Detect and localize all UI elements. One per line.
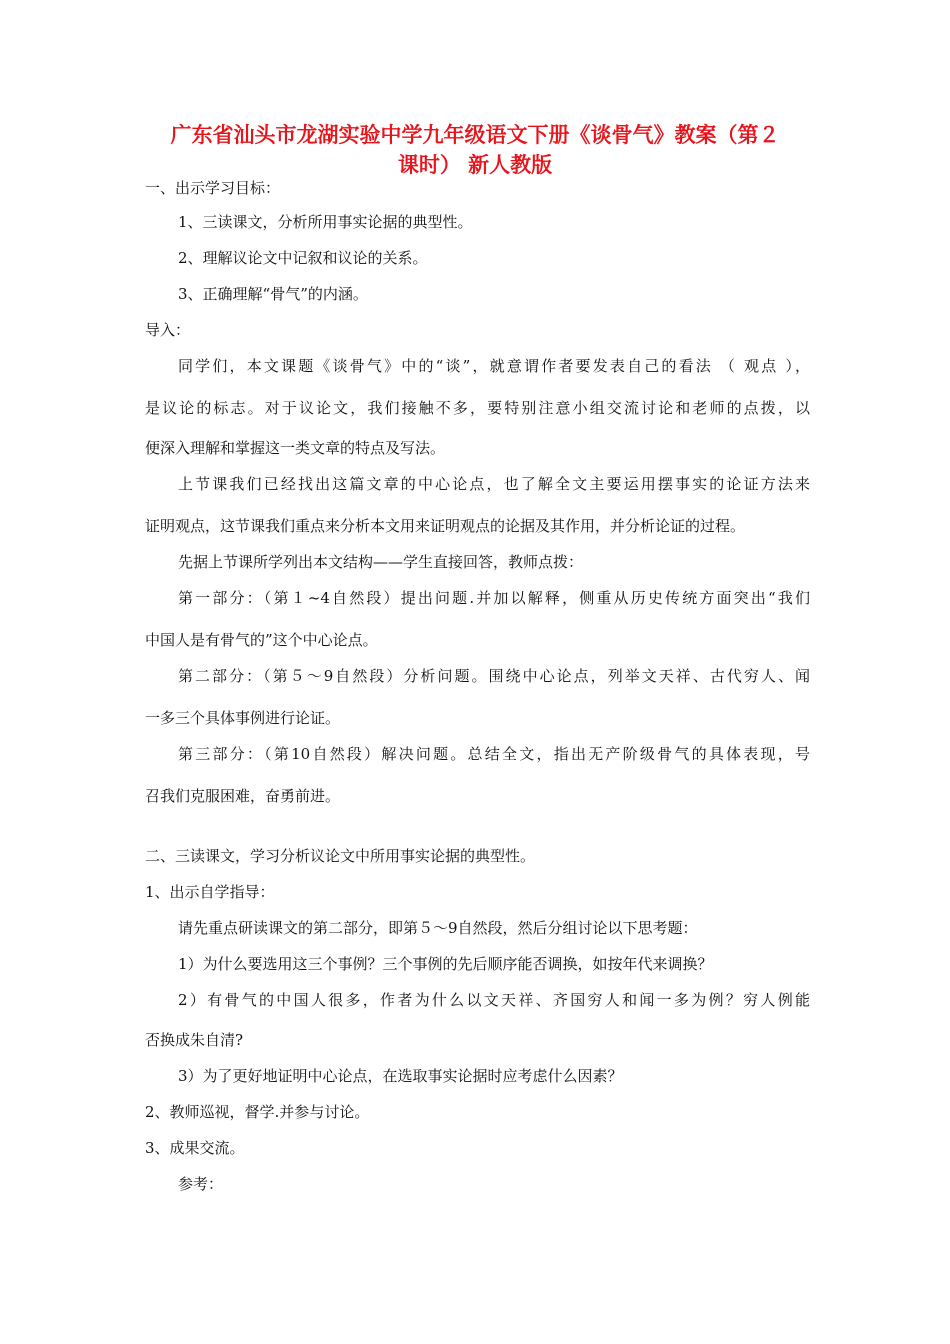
section1-heading: 一、出示学习目标： bbox=[145, 179, 281, 197]
document-title-line-2: 课时） 新人教版 bbox=[397, 153, 553, 177]
part-1-line-1: 第一部分：（第１~4自然段）提出问题.并加以解释，侧重从历史传统方面突出“我们 bbox=[178, 589, 810, 607]
part-3-line-1: 第三部分：（第10自然段）解决问题。总结全文，指出无产阶级骨气的具体表现，号 bbox=[178, 745, 810, 763]
self-study-guide: 请先重点研读课文的第二部分，即第５～9自然段，然后分组讨论以下思考题： bbox=[178, 919, 698, 937]
part-2-line-2: 一多三个具体事例进行论证。 bbox=[145, 709, 341, 727]
objective-1: 1、三读课文，分析所用事实论据的典型性。 bbox=[178, 213, 473, 231]
section2-item-2: 2、教师巡视，督学.并参与讨论。 bbox=[145, 1103, 370, 1121]
objective-3: 3、正确理解“骨气”的内涵。 bbox=[178, 285, 368, 303]
intro-paragraph-1-line-3: 便深入理解和掌握这一类文章的特点及写法。 bbox=[145, 439, 446, 457]
reference-label: 参考： bbox=[178, 1175, 224, 1193]
question-1: 1）为什么要选用这三个事例？三个事例的先后顺序能否调换，如按年代来调换？ bbox=[178, 955, 713, 973]
question-2-line-2: 否换成朱自清? bbox=[145, 1031, 244, 1049]
part-1-line-2: 中国人是有骨气的”这个中心论点。 bbox=[145, 631, 378, 649]
intro-paragraph-2-line-2: 证明观点，这节课我们重点来分析本文用来证明观点的论据及其作用，并分析论证的过程。 bbox=[145, 517, 746, 535]
part-3-line-2: 召我们克服困难，奋勇前进。 bbox=[145, 787, 341, 805]
intro-paragraph-2-line-1: 上节课我们已经找出这篇文章的中心论点，也了解全文主要运用摆事实的论证方法来 bbox=[178, 475, 810, 493]
section2-item-3: 3、成果交流。 bbox=[145, 1139, 245, 1157]
intro-heading: 导入： bbox=[145, 321, 191, 339]
section2-item-1: 1、出示自学指导： bbox=[145, 883, 275, 901]
document-title-line-1: 广东省汕头市龙湖实验中学九年级语文下册《谈骨气》教案（第２ bbox=[170, 123, 780, 147]
part-2-line-1: 第二部分：（第５～9自然段）分析问题。围绕中心论点，列举文天祥、古代穷人、闻 bbox=[178, 667, 810, 685]
section2-heading: 二、三读课文，学习分析议论文中所用事实论据的典型性。 bbox=[145, 847, 536, 865]
intro-paragraph-1-line-1: 同学们，本文课题《谈骨气》中的“谈”，就意谓作者要发表自己的看法 （ 观点 ）， bbox=[178, 357, 810, 375]
intro-paragraph-1-line-2: 是议论的标志。对于议论文，我们接触不多，要特别注意小组交流讨论和老师的点拨，以 bbox=[145, 399, 810, 417]
question-2-line-1: 2）有骨气的中国人很多，作者为什么以文天祥、齐国穷人和闻一多为例？穷人例能 bbox=[178, 991, 810, 1009]
objective-2: 2、理解议论文中记叙和议论的关系。 bbox=[178, 249, 428, 267]
intro-paragraph-3: 先据上节课所学列出本文结构——学生直接回答，教师点拨： bbox=[178, 553, 584, 571]
question-3: 3）为了更好地证明中心论点，在选取事实论据时应考虑什么因素？ bbox=[178, 1067, 623, 1085]
